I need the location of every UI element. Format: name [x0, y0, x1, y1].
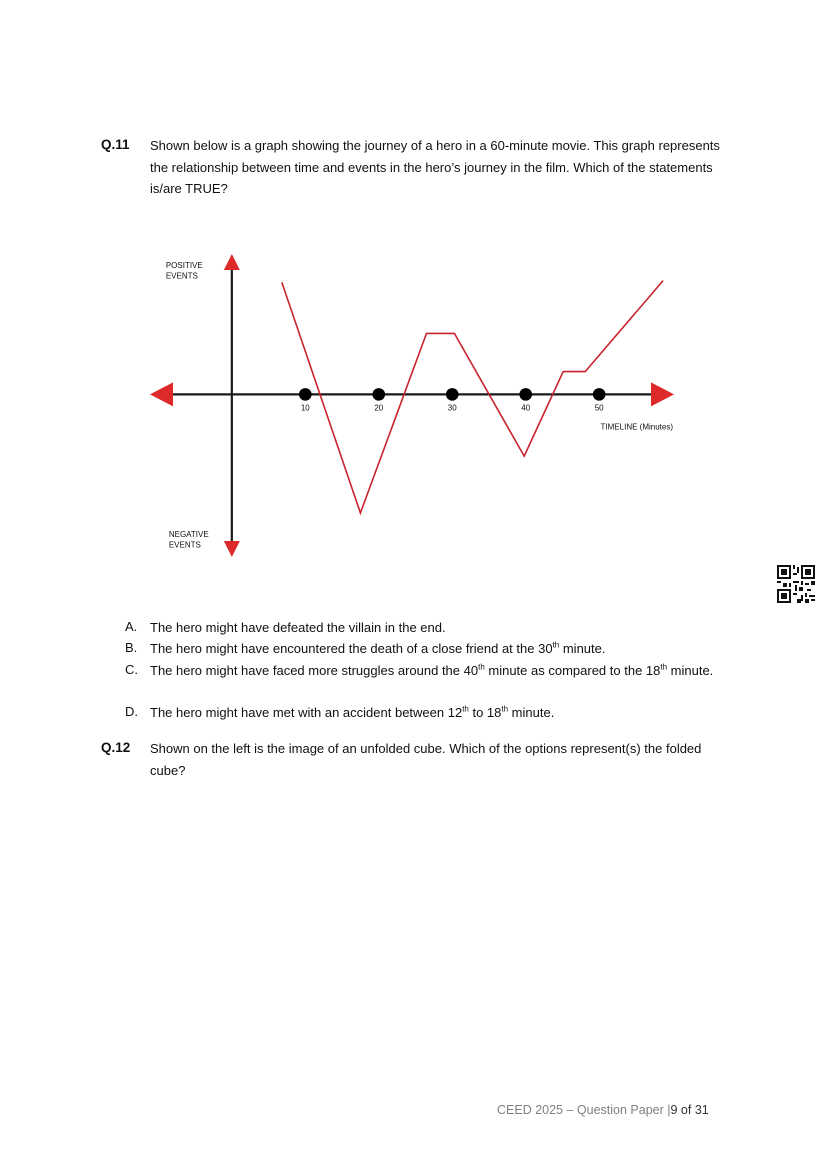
question-text-12: Shown on the left is the image of an unfolded cube. Which of the options represent(s) the folded cube?	[150, 741, 702, 778]
x-tick-dot-40	[519, 388, 532, 401]
x-tick-label-10: 10	[300, 403, 310, 413]
x-tick-label-40: 40	[521, 403, 531, 413]
x-tick-label-20: 20	[374, 403, 384, 413]
x-tick-dot-30	[446, 388, 459, 401]
option-c-text: The hero might have faced more struggles around the 40th minute as compared to the 18th minute.	[150, 662, 714, 678]
x-tick-dot-20	[372, 388, 385, 401]
question-number-11: Q.11	[101, 137, 130, 152]
page-footer	[497, 1103, 709, 1117]
y-axis-label-negative: NEGATIVE EVENTS	[168, 530, 209, 550]
x-tick-label-30: 30	[447, 403, 457, 413]
hero-journey-chart	[140, 240, 680, 565]
option-c-letter: C.	[125, 662, 138, 677]
option-d-letter: D.	[125, 704, 138, 719]
y-axis-label-positive: POSITIVE EVENTS	[165, 261, 203, 281]
option-b-letter: B.	[125, 640, 138, 655]
footer-separator: |	[667, 1103, 671, 1117]
x-axis-right-arrow	[651, 382, 674, 406]
x-axis-label: TIMELINE (Minutes)	[600, 422, 673, 432]
option-b-text: The hero might have encountered the death of a close friend at the 30th minute.	[150, 640, 606, 656]
x-tick-dot-50	[593, 388, 606, 401]
footer-page-number: 9 of 31	[670, 1103, 709, 1117]
question-text-11: Shown below is a graph showing the journey of a hero in a 60-minute movie. This graph represents the relationship between time and events in the hero’s journey in the film. Which of the statements is/are TRUE?	[150, 138, 720, 196]
option-d-text: The hero might have met with an accident between 12th to 18th minute.	[150, 704, 555, 720]
series-line-0	[282, 281, 663, 513]
option-a-text: The hero might have defeated the villain in the end.	[150, 620, 446, 635]
y-axis-down-arrow	[224, 541, 240, 557]
x-tick-dot-10	[299, 388, 312, 401]
qr-code-icon	[777, 565, 815, 603]
footer-doc-title: CEED 2025 – Question Paper	[497, 1103, 668, 1117]
option-a-letter: A.	[125, 619, 138, 634]
x-tick-label-50: 50	[594, 403, 604, 413]
y-axis-up-arrow	[224, 254, 240, 270]
question-number-12: Q.12	[101, 740, 131, 755]
x-axis-left-arrow	[150, 382, 173, 406]
